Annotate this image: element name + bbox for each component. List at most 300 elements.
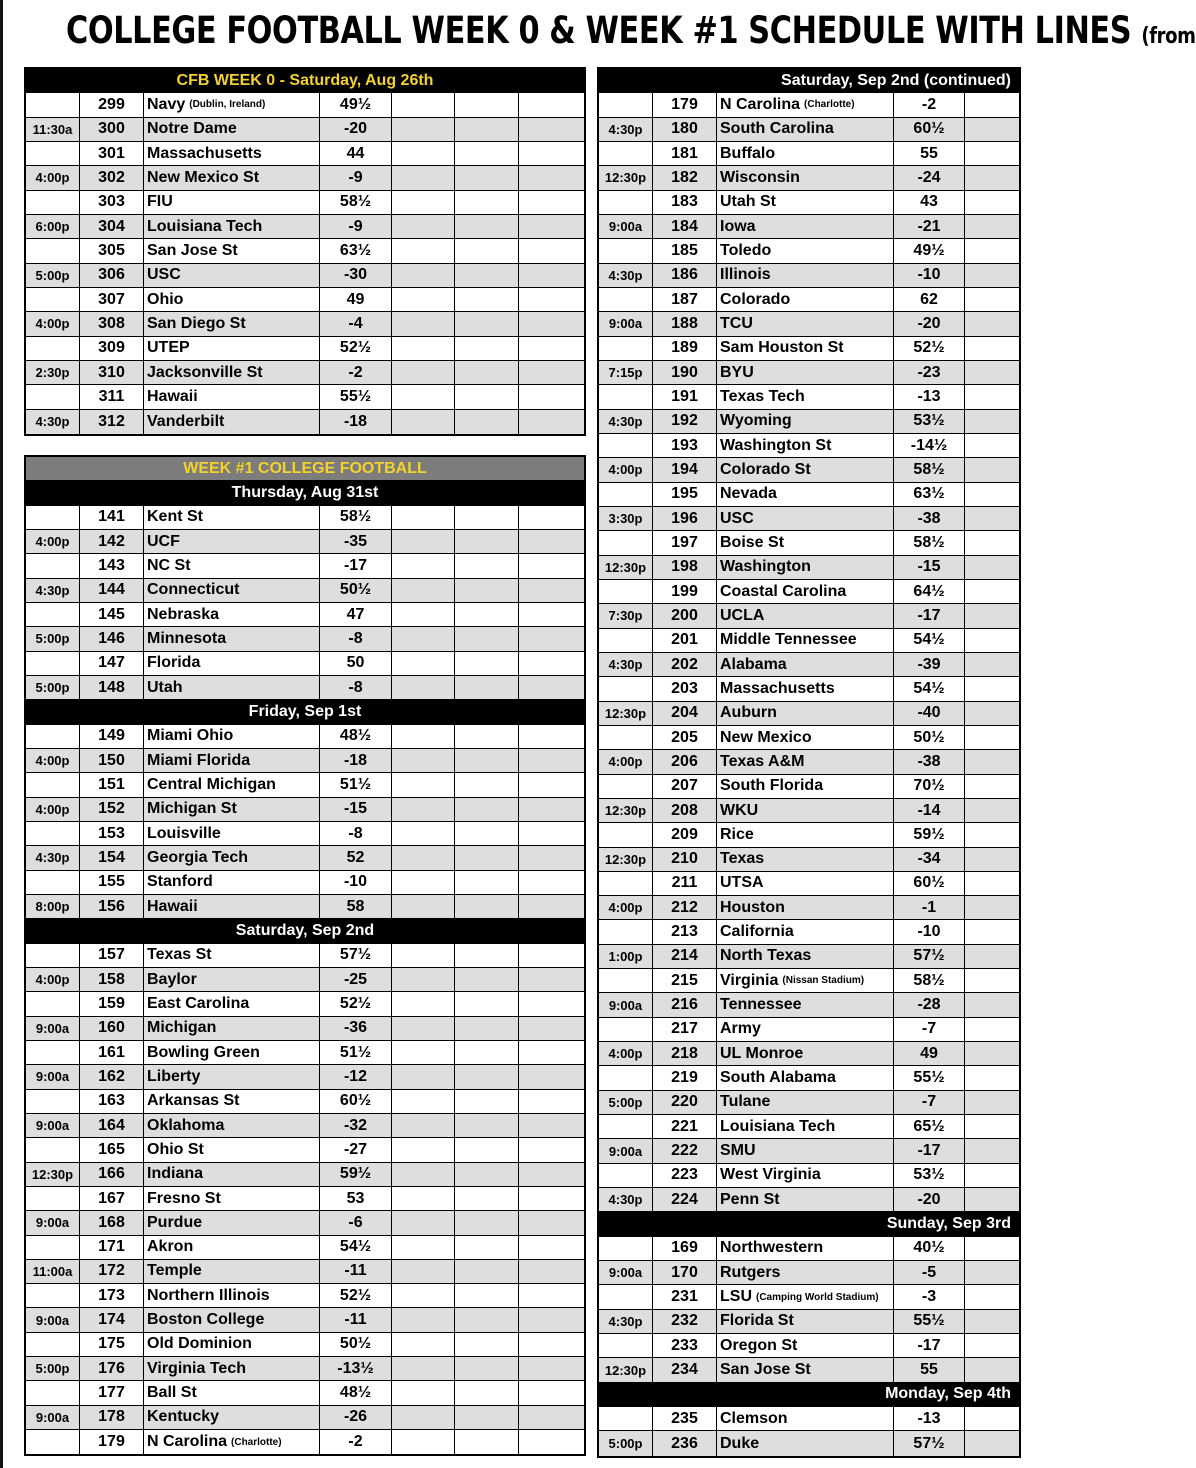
blank-cell (392, 166, 455, 189)
team-name (144, 895, 320, 918)
game-row (599, 677, 1019, 701)
team-label: Ohio (147, 290, 184, 308)
team-name (144, 312, 320, 335)
kickoff-time: 4:00p (26, 530, 80, 553)
game-row (599, 1310, 1019, 1334)
betting-line: 58½ (894, 531, 965, 554)
rotation-number: 202 (653, 653, 717, 676)
betting-line: -2 (320, 1430, 392, 1454)
team-label: Minnesota (147, 629, 227, 647)
game-row (26, 118, 584, 142)
team-label: Nevada (720, 485, 777, 503)
rotation-number: 174 (80, 1308, 144, 1331)
game-row (599, 872, 1019, 896)
game-row (599, 556, 1019, 580)
blank-cell (519, 385, 582, 408)
blank-cell (455, 312, 519, 335)
game-row (599, 239, 1019, 263)
kickoff-time: 12:30p (599, 799, 653, 822)
rotation-number: 170 (653, 1261, 717, 1284)
kickoff-time: 5:00p (599, 1091, 653, 1114)
blank-cell (519, 239, 582, 262)
rotation-number: 155 (80, 871, 144, 894)
betting-line: 47 (320, 603, 392, 626)
team-name (717, 507, 894, 530)
team-name (717, 531, 894, 554)
team-label: Colorado (720, 290, 791, 308)
team-label: Texas (720, 850, 765, 868)
team-name (144, 239, 320, 262)
rotation-number: 176 (80, 1357, 144, 1380)
blank-cell (965, 1237, 1019, 1260)
rotation-number: 147 (80, 652, 144, 675)
blank-cell (519, 118, 582, 141)
game-row (599, 1066, 1019, 1090)
team-name (144, 1114, 320, 1137)
blank-cell (519, 1017, 582, 1040)
kickoff-time: 5:00p (26, 264, 80, 287)
betting-line: 63½ (894, 483, 965, 506)
week1-header: WEEK #1 COLLEGE FOOTBALL (26, 457, 584, 481)
game-row (26, 968, 584, 992)
kickoff-time: 3:30p (599, 507, 653, 530)
team-label: Auburn (720, 704, 777, 722)
kickoff-time: 4:00p (26, 968, 80, 991)
betting-line: -13 (894, 1407, 965, 1430)
team-name (717, 726, 894, 749)
betting-line: -35 (320, 530, 392, 553)
team-label: Texas A&M (720, 752, 805, 770)
betting-line: 53½ (894, 410, 965, 433)
left-edge-border (0, 0, 3, 1468)
kickoff-time (599, 629, 653, 652)
blank-cell (392, 579, 455, 602)
team-name (717, 872, 894, 895)
kickoff-time: 4:00p (26, 749, 80, 772)
betting-line: -34 (894, 848, 965, 871)
betting-line: -14 (894, 799, 965, 822)
betting-line: -20 (320, 118, 392, 141)
blank-cell (455, 93, 519, 116)
blank-cell (455, 1114, 519, 1137)
team-label: Colorado St (720, 460, 811, 478)
team-label: North Texas (720, 947, 812, 965)
betting-line: -11 (320, 1308, 392, 1331)
betting-line: -2 (320, 361, 392, 384)
rotation-number: 196 (653, 507, 717, 530)
team-label: Hawaii (147, 897, 198, 915)
game-row (599, 604, 1019, 628)
rotation-number: 158 (80, 968, 144, 991)
blank-cell (965, 312, 1019, 335)
team-name (717, 920, 894, 943)
game-row (599, 1188, 1019, 1212)
blank-cell (965, 483, 1019, 506)
kickoff-time: 4:30p (599, 118, 653, 141)
kickoff-time: 4:30p (599, 1188, 653, 1211)
blank-cell (455, 773, 519, 796)
blank-cell (392, 410, 455, 434)
blank-cell (519, 725, 582, 748)
game-row (26, 264, 584, 288)
team-name (717, 677, 894, 700)
rotation-number: 179 (653, 93, 717, 116)
kickoff-time: 7:30p (599, 604, 653, 627)
betting-line: 44 (320, 142, 392, 165)
blank-cell (965, 726, 1019, 749)
team-label: San Diego St (147, 314, 246, 332)
blank-cell (965, 191, 1019, 214)
team-name (144, 1260, 320, 1283)
blank-cell (965, 507, 1019, 530)
blank-cell (455, 1333, 519, 1356)
betting-line: -8 (320, 822, 392, 845)
week1-right-panel (597, 67, 1021, 1458)
betting-line: 55½ (894, 1310, 965, 1333)
betting-line: 60½ (894, 872, 965, 895)
blank-cell (965, 872, 1019, 895)
blank-cell (392, 603, 455, 626)
blank-cell (392, 385, 455, 408)
rotation-number: 149 (80, 725, 144, 748)
kickoff-time (26, 1236, 80, 1259)
betting-line: 55½ (320, 385, 392, 408)
betting-line: -27 (320, 1138, 392, 1161)
kickoff-time: 9:00a (599, 1261, 653, 1284)
kickoff-time: 4:30p (599, 1310, 653, 1333)
team-label: Rice (720, 825, 754, 843)
blank-cell (965, 920, 1019, 943)
rotation-number: 161 (80, 1041, 144, 1064)
blank-cell (965, 1431, 1019, 1455)
betting-line: -39 (894, 653, 965, 676)
blank-cell (519, 871, 582, 894)
team-label: UTEP (147, 339, 190, 357)
day-header: Saturday, Sep 2nd (26, 919, 584, 943)
blank-cell (519, 1163, 582, 1186)
team-label: N Carolina (720, 95, 801, 113)
blank-cell (965, 1066, 1019, 1089)
betting-line: -20 (894, 312, 965, 335)
kickoff-time (599, 1285, 653, 1308)
team-name (717, 823, 894, 846)
team-label: Wyoming (720, 412, 792, 430)
game-row (26, 773, 584, 797)
rotation-number: 214 (653, 945, 717, 968)
game-row (26, 1090, 584, 1114)
betting-line: -9 (320, 215, 392, 238)
rotation-number: 166 (80, 1163, 144, 1186)
blank-cell (392, 288, 455, 311)
betting-line: -8 (320, 676, 392, 699)
rotation-number: 205 (653, 726, 717, 749)
betting-line: -14½ (894, 434, 965, 457)
blank-cell (455, 1430, 519, 1454)
rotation-number: 200 (653, 604, 717, 627)
blank-cell (455, 554, 519, 577)
team-name (717, 799, 894, 822)
game-row (599, 118, 1019, 142)
blank-cell (392, 798, 455, 821)
blank-cell (519, 1138, 582, 1161)
blank-cell (392, 944, 455, 967)
game-row (26, 239, 584, 263)
blank-cell (519, 410, 582, 434)
blank-cell (455, 846, 519, 869)
blank-cell (455, 1065, 519, 1088)
game-row (26, 337, 584, 361)
rotation-number: 217 (653, 1018, 717, 1041)
title-main: COLLEGE FOOTBALL WEEK 0 & WEEK #1 SCHEDULE WITH LINES (66, 9, 1132, 52)
game-row (599, 969, 1019, 993)
game-row (599, 1358, 1019, 1382)
blank-cell (965, 629, 1019, 652)
rotation-number: 156 (80, 895, 144, 918)
kickoff-time (599, 434, 653, 457)
game-row (599, 434, 1019, 458)
betting-line: -38 (894, 507, 965, 530)
team-name (717, 653, 894, 676)
blank-cell (965, 1042, 1019, 1065)
kickoff-time: 4:30p (599, 410, 653, 433)
betting-line: 58½ (320, 191, 392, 214)
betting-line: 54½ (894, 629, 965, 652)
blank-cell (965, 1310, 1019, 1333)
blank-cell (455, 1236, 519, 1259)
kickoff-time: 4:00p (26, 798, 80, 821)
team-name (717, 993, 894, 1016)
team-label: Houston (720, 898, 785, 916)
betting-line: -12 (320, 1065, 392, 1088)
kickoff-time (26, 191, 80, 214)
betting-line: 49 (320, 288, 392, 311)
kickoff-time (26, 506, 80, 529)
rotation-number: 178 (80, 1406, 144, 1429)
blank-cell (519, 1430, 582, 1454)
blank-cell (392, 1163, 455, 1186)
game-row (26, 506, 584, 530)
betting-line: -17 (320, 554, 392, 577)
team-label: Middle Tennessee (720, 631, 857, 649)
betting-line: -17 (894, 604, 965, 627)
rotation-number: 191 (653, 385, 717, 408)
team-name (717, 410, 894, 433)
blank-cell (519, 968, 582, 991)
team-name (717, 337, 894, 360)
game-row (26, 676, 584, 700)
kickoff-time: 5:00p (26, 676, 80, 699)
rotation-number: 309 (80, 337, 144, 360)
betting-line: -25 (320, 968, 392, 991)
kickoff-time (26, 1138, 80, 1161)
team-name (144, 1357, 320, 1380)
game-row (599, 726, 1019, 750)
blank-cell (392, 1236, 455, 1259)
game-row (26, 944, 584, 968)
blank-cell (392, 1357, 455, 1380)
team-name (144, 1236, 320, 1259)
betting-line: 49½ (320, 93, 392, 116)
blank-cell (965, 556, 1019, 579)
blank-cell (392, 1333, 455, 1356)
betting-line: -38 (894, 750, 965, 773)
team-name (717, 1407, 894, 1430)
blank-cell (519, 846, 582, 869)
blank-cell (455, 288, 519, 311)
blank-cell (455, 1284, 519, 1307)
team-label: Virginia (720, 971, 779, 989)
kickoff-time (26, 1333, 80, 1356)
betting-line: 62 (894, 288, 965, 311)
kickoff-time (599, 580, 653, 603)
kickoff-time: 4:00p (26, 312, 80, 335)
game-row (26, 1357, 584, 1381)
game-row (26, 1211, 584, 1235)
rotation-number: 300 (80, 118, 144, 141)
rotation-number: 224 (653, 1188, 717, 1211)
kickoff-time (26, 992, 80, 1015)
blank-cell (965, 239, 1019, 262)
betting-line: -24 (894, 166, 965, 189)
team-name (717, 556, 894, 579)
game-row (599, 191, 1019, 215)
blank-cell (965, 1261, 1019, 1284)
team-label: Wisconsin (720, 168, 800, 186)
rotation-number: 231 (653, 1285, 717, 1308)
team-name (144, 968, 320, 991)
blank-cell (519, 1090, 582, 1113)
team-label: Louisville (147, 824, 221, 842)
team-name (717, 1091, 894, 1114)
rotation-number: 160 (80, 1017, 144, 1040)
blank-cell (519, 627, 582, 650)
betting-line: 53½ (894, 1164, 965, 1187)
rotation-number: 152 (80, 798, 144, 821)
rotation-number: 146 (80, 627, 144, 650)
week0-panel (24, 67, 586, 436)
team-name (144, 215, 320, 238)
game-row (26, 749, 584, 773)
blank-cell (392, 846, 455, 869)
team-label: South Florida (720, 777, 824, 795)
team-name (717, 385, 894, 408)
team-label: Iowa (720, 217, 756, 235)
blank-cell (455, 627, 519, 650)
blank-cell (392, 337, 455, 360)
page-title (66, 8, 1196, 60)
team-label: Michigan (147, 1019, 217, 1037)
team-label: Coastal Carolina (720, 582, 847, 600)
team-label: Michigan St (147, 800, 237, 818)
game-row (26, 215, 584, 239)
blank-cell (965, 118, 1019, 141)
team-label: Indiana (147, 1165, 204, 1183)
blank-cell (392, 1017, 455, 1040)
team-label: Miami Ohio (147, 727, 234, 745)
team-name (717, 629, 894, 652)
team-name (717, 142, 894, 165)
kickoff-time (26, 1430, 80, 1454)
kickoff-time (599, 483, 653, 506)
game-row (26, 361, 584, 385)
team-name (717, 288, 894, 311)
kickoff-time: 9:00a (599, 215, 653, 238)
rotation-number: 164 (80, 1114, 144, 1137)
team-label: Duke (720, 1434, 760, 1452)
kickoff-time: 9:00a (599, 1139, 653, 1162)
kickoff-time (26, 773, 80, 796)
team-label: Virginia Tech (147, 1359, 246, 1377)
rotation-number: 215 (653, 969, 717, 992)
team-label: San Jose St (147, 241, 238, 259)
team-label: Oregon St (720, 1336, 798, 1354)
blank-cell (519, 822, 582, 845)
team-name (717, 118, 894, 141)
rotation-number: 206 (653, 750, 717, 773)
kickoff-time (599, 288, 653, 311)
team-name (717, 166, 894, 189)
rotation-number: 188 (653, 312, 717, 335)
blank-cell (965, 823, 1019, 846)
betting-line: -20 (894, 1188, 965, 1211)
blank-cell (455, 1090, 519, 1113)
game-row (599, 848, 1019, 872)
betting-line: -10 (894, 264, 965, 287)
betting-line: -17 (894, 1139, 965, 1162)
rotation-number: 311 (80, 385, 144, 408)
venue-note: (Nissan Stadium) (782, 975, 865, 987)
rotation-number: 203 (653, 677, 717, 700)
team-label: Clemson (720, 1409, 788, 1427)
rotation-number: 303 (80, 191, 144, 214)
game-row (599, 507, 1019, 531)
kickoff-time: 12:30p (599, 702, 653, 725)
team-name (717, 1358, 894, 1381)
blank-cell (965, 580, 1019, 603)
game-row (26, 627, 584, 651)
blank-cell (965, 166, 1019, 189)
kickoff-time (26, 239, 80, 262)
blank-cell (965, 1018, 1019, 1041)
game-row (26, 822, 584, 846)
kickoff-time (599, 823, 653, 846)
team-label: Navy (147, 95, 186, 113)
game-row (26, 530, 584, 554)
game-row (599, 823, 1019, 847)
team-label: Florida St (720, 1312, 794, 1330)
blank-cell (455, 944, 519, 967)
rotation-number: 198 (653, 556, 717, 579)
rotation-number: 177 (80, 1381, 144, 1404)
team-label: Boise St (720, 533, 785, 551)
team-name (717, 458, 894, 481)
kickoff-time (26, 337, 80, 360)
game-row (599, 1285, 1019, 1309)
rotation-number: 150 (80, 749, 144, 772)
rotation-number: 236 (653, 1431, 717, 1455)
blank-cell (455, 142, 519, 165)
game-row (599, 1261, 1019, 1285)
betting-line: -5 (894, 1261, 965, 1284)
blank-cell (519, 1333, 582, 1356)
kickoff-time: 4:00p (599, 458, 653, 481)
team-name (144, 992, 320, 1015)
team-name (144, 191, 320, 214)
blank-cell (392, 1187, 455, 1210)
kickoff-time (599, 239, 653, 262)
game-row (26, 410, 584, 434)
betting-line: -7 (894, 1091, 965, 1114)
